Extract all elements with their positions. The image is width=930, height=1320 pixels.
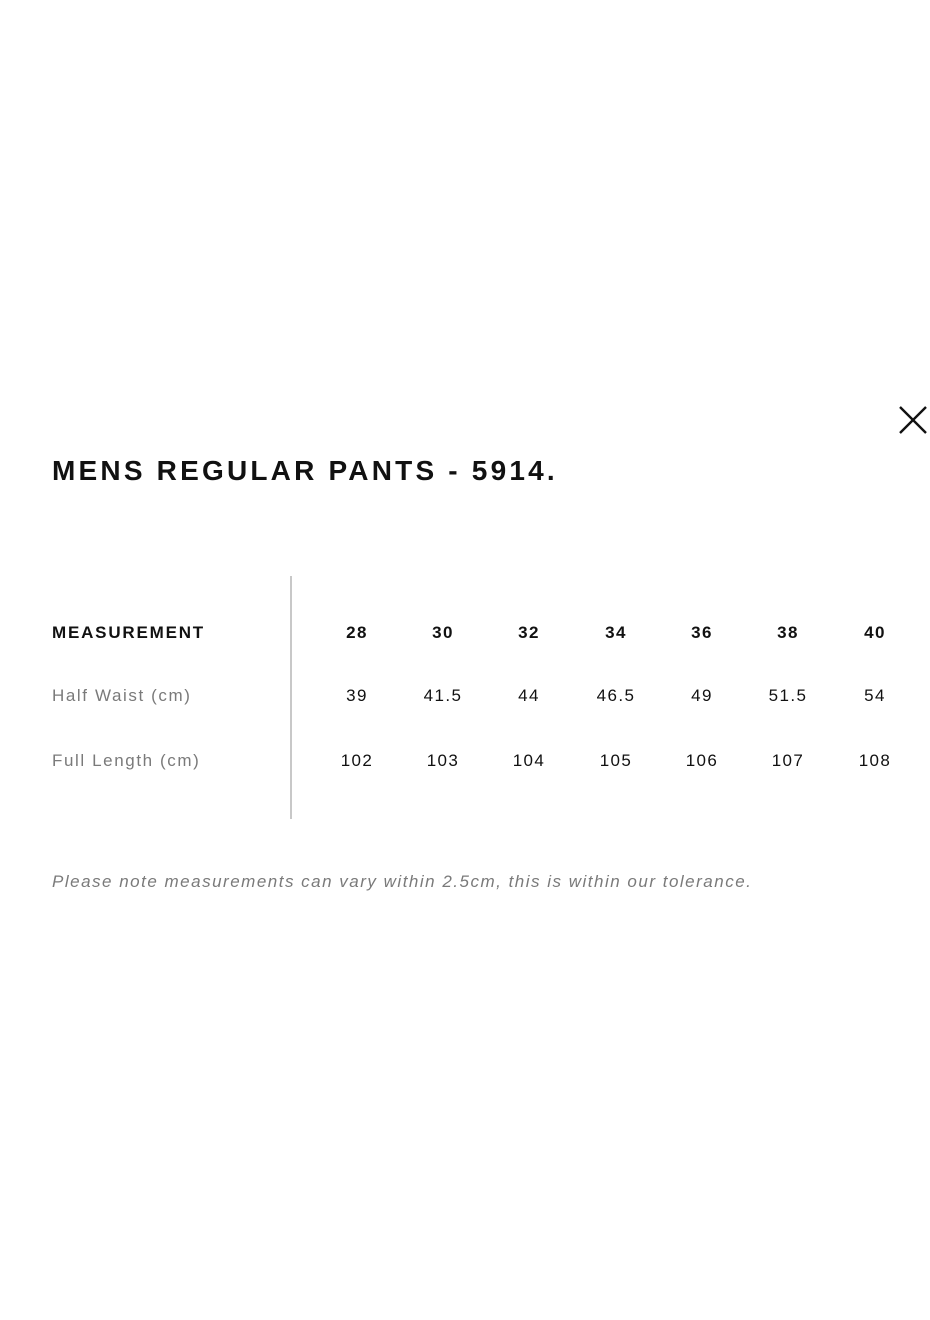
half-waist-label: Half Waist (cm) [52,686,192,705]
size-header-cell: 28 [346,623,368,642]
size-header-cell: 34 [605,623,627,642]
table-cell: 54 [864,686,886,705]
size-header-cell: 36 [691,623,713,642]
table-cell: 104 [512,751,546,770]
table-cell: 46.5 [596,686,636,705]
table-cell: 39 [346,686,368,705]
size-header-cell: 32 [518,623,540,642]
table-cell: 107 [771,751,805,770]
table-cell: 103 [426,751,460,770]
size-header-cell: 30 [432,623,454,642]
close-button[interactable] [897,404,929,436]
table-cell: 102 [340,751,374,770]
table-cell: 51.5 [768,686,808,705]
page-title: MENS REGULAR PANTS - 5914. [52,455,558,486]
table-cell: 41.5 [423,686,463,705]
close-icon [897,404,929,436]
measurement-header: MEASUREMENT [52,623,205,642]
table-cell: 105 [599,751,633,770]
size-header-cell: 40 [864,623,886,642]
size-header-cell: 38 [777,623,799,642]
tolerance-note: Please note measurements can vary within 2.5cm, this is within our tolerance. [52,872,753,891]
table-cell: 108 [858,751,892,770]
column-divider [290,576,292,819]
table-cell: 106 [685,751,719,770]
table-cell: 49 [691,686,713,705]
table-cell: 44 [518,686,540,705]
full-length-label: Full Length (cm) [52,751,201,770]
